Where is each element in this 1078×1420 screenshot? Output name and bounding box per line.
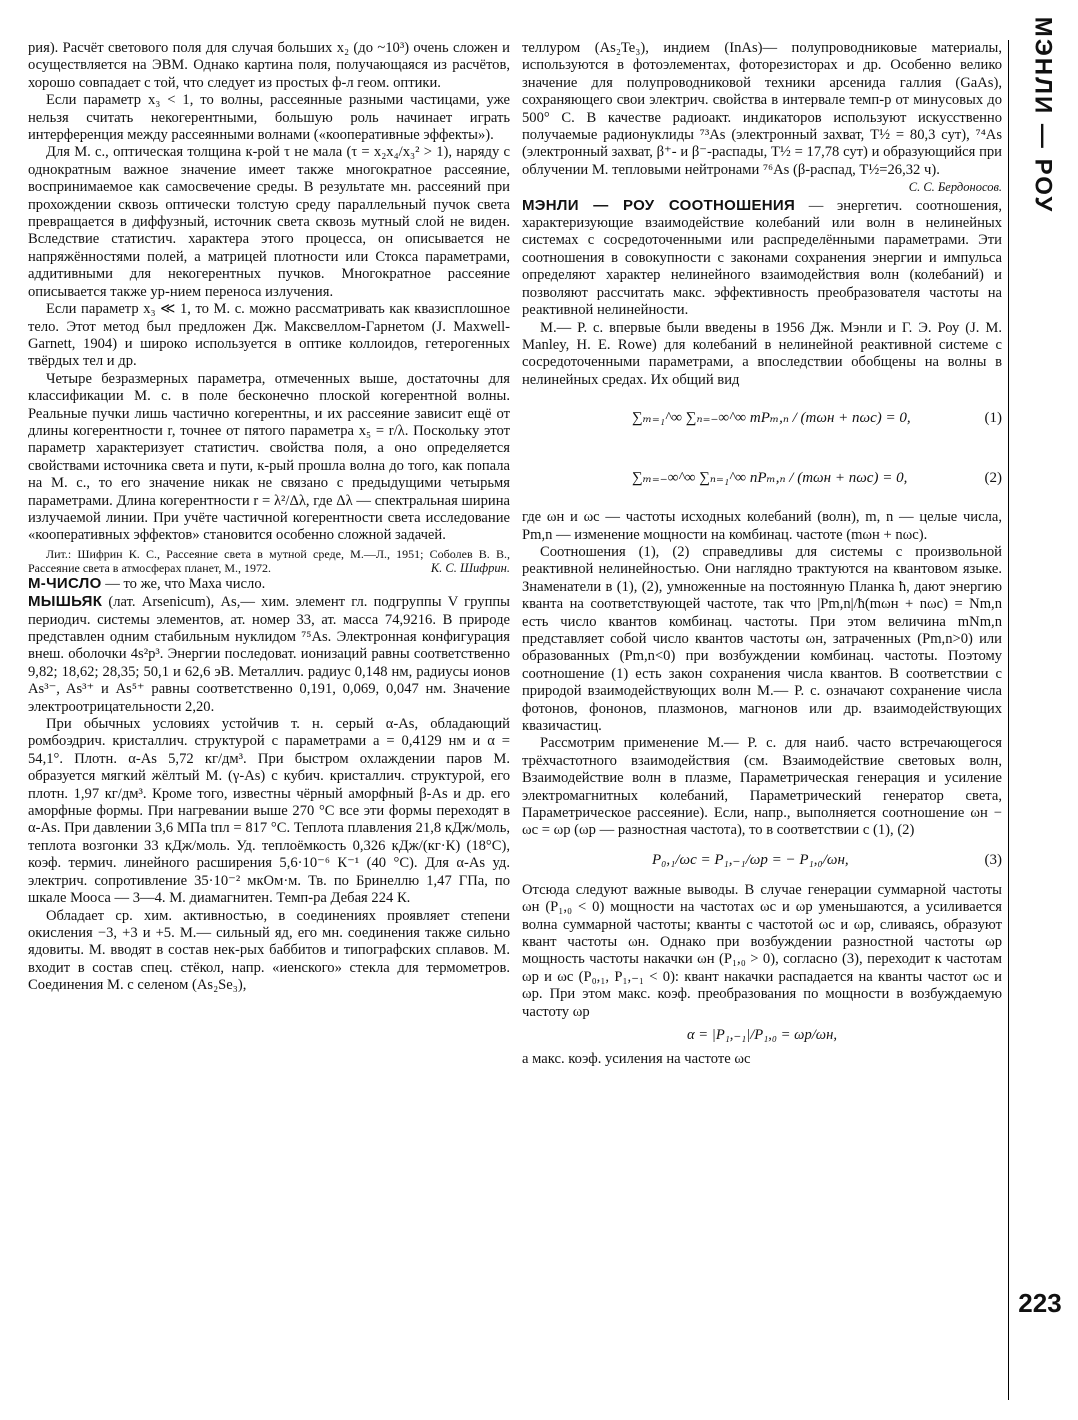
running-head-text: МЭНЛИ — РОУ xyxy=(1029,16,1057,214)
paragraph: Для М. с., оптическая толщина к-рой τ не мала (τ = x₂x₄/x₃² > 1), наряду с однократным важное значение имеет также многократное рассеяние, воспринимаемое как самосвечение среды. В результате мн. рассеяний при прохождении сквозь оптически толстую среду параллельный пучок света превращается в диффузный, источник света сквозь мутный слой не виден. Вследствие статистич. характера этого процесса, он описывается не напряжённостями полей, а матрицей плотности или Стокса параметрами, аддитивными для некогерентных пучков. Многократное рассеяние описывается также ур-нием переноса излучения. xyxy=(28,144,510,300)
page-number: 223 xyxy=(1018,1288,1062,1318)
paragraph: Если параметр x₃ < 1, то волны, рассеянные разными частицами, уже нельзя считать некогерентными, большую роль начинает играть интерференция между рассеянными волнами («кооперативные эффекты»). xyxy=(28,92,510,144)
equation-expression: ∑ₘ₌₁^∞ ∑ₙ₌₋∞^∞ mPₘ,ₙ / (mωн + nωc) = 0, xyxy=(632,410,911,427)
equation-number: (1) xyxy=(984,410,1002,427)
literature-reference xyxy=(28,547,510,575)
paragraph-text: теллуром (As₂Te₃), индием (InAs)— полупроводниковые материалы, используются в фотоэлементах, фоторезисторах и др. Особенно велико значение для полупроводниковой техники арсенида галлия (GaAs), сохраняющего свои электрич. свойства в интервале темп-р от минусовых до 500° С. В качестве радиоакт. индикаторов используют искусственно получаемые радионуклиды ⁷³As (электронный захват, T½ = 80,3 сут), ⁷⁴As (электронный захват, β⁺- и β⁻-распады, T½ = 17,78 сут) и образующийся при облучении М. тепловыми нейтронами ⁷⁶As (β-распад, T½=26,32 ч). xyxy=(522,40,1002,178)
literature-text: Лит.: Шифрин К. С., Рассеяние света в мутной среде, М.—Л., 1951; Соболев В. В., Рассеяние света в атмосферах планет, М., 1972. xyxy=(28,546,510,575)
equation-expression: P₀,₁/ωc = P₁,₋₁/ωp = − P₁,₀/ωн, xyxy=(652,852,849,869)
entry-arsenic xyxy=(28,593,510,716)
equation-1 xyxy=(522,389,1002,449)
paragraph: Отсюда следуют важные выводы. В случае генерации суммарной частоты ωн (P₁,₀ < 0) мощности на частотах ωc и ωp уменьшаются, а усиливается волна суммарной частоты; кванты с частотой ωc и ωp, сливаясь, образуют квант частоты ωн. Однако при возбуждении разностной частоты ωp мощность частоты накачки ωн (P₁,₀ > 0), согласно (3), переходит к частотам ωp и ωc (P₀,₁, P₁,₋₁ < 0): квант накачки распадается на кванты частот ωc и ωp. При этом макс. коэф. преобразования по мощности в возбуждаемую частоту ωp xyxy=(522,881,1002,1020)
entry-text: (лат. Arsenicum), As,— хим. элемент гл. подгруппы V группы периодич. системы элементов, ат. номер 33, ат. масса 74,9216. В природе представлен одним стабильным нуклидом ⁷⁵As. Электронная конфигурация внеш. оболочки 4s²p³. Энергии последоват. ионизаций равны соответственно 9,82; 18,62; 28,35; 50,1 и 62,6 эВ. Металлич. радиус 0,148 нм, радиусы ионов As³⁻, As³⁺ и As⁵⁺ равны соответственно 0,191, 0,069, 0,047 нм. Значение электроотрицательности 2,20. xyxy=(28,594,510,715)
article-author: К. С. Шифрин. xyxy=(430,560,510,575)
paragraph: Четыре безразмерных параметра, отмеченных выше, достаточны для классификации М. с. в поле бесконечно плоской когерентной волны. Реальные пучки лишь частично когерентны, и их рассеяние зависит ещё от длины когерентности r, точнее от пятого параметра x₅ = r/λ. Поскольку этот параметр характеризует статистич. свойства поля, а оно определяется свойствами источника света и пути, к-рый прошла волна до того, как попала на М. с., то его значение никак не связано с предыдущими четырьмя параметрами. Длина когерентности r = λ²/Δλ, где Δλ — спектральная ширина излучаемой линии. При учёте частичной когерентности света исследование «кооперативных эффектов» становится особенно сложной задачей. xyxy=(28,370,510,544)
equation-number: (2) xyxy=(984,470,1002,487)
paragraph xyxy=(522,40,1002,195)
equation-3 xyxy=(522,840,1002,882)
left-column xyxy=(28,40,510,995)
right-column xyxy=(522,40,1002,1068)
paragraph: М.— Р. с. впервые были введены в 1956 Дж. Мэнли и Г. Э. Роу (J. M. Manley, H. E. Rowe) для колебаний в нелинейной реактивной системе с сосредоточенными параметрами, а впоследствии обобщены на волны в нелинейных средах. Их общий вид xyxy=(522,319,1002,388)
paragraph: Рассмотрим применение М.— Р. с. для наиб. часто встречающегося трёхчастотного взаимодействия (см. Взаимодействие световых волн, Взаимодействие волн в плазме, Параметрическая генерация и усиление электромагнитных колебаний, Параметрический генератор света, Параметрическое рассеяние). Если, напр., выполняется соотношение ωн − ωc = ωp (ωp — разностная частота), то в соответствии с (1), (2) xyxy=(522,735,1002,839)
paragraph: рия). Расчёт светового поля для случая больших x₂ (до ~10³) очень сложен и осуществляется на ЭВМ. Однако картина поля, получающаяся из расчётов, хорошо совпадает с той, что следует из простых ф-л геом. оптики. xyxy=(28,40,510,91)
paragraph: где ωн и ωc — частоты исходных колебаний (волн), m, n — целые числа, Pm,n — изменение мощности на комбинац. частоте (mωн + nωc). xyxy=(522,509,1002,543)
paragraph: Если параметр x₃ ≪ 1, то М. с. можно рассматривать как квазисплошное тело. Этот метод был предложен Дж. Максвеллом-Гарнетом (J. Maxwell-Garnett, 1904) и широко используется в оптике коллоидов, гетерогенных твёрдых тел и др. xyxy=(28,301,510,370)
equation-number: (3) xyxy=(984,852,1002,869)
entry-m-chislo xyxy=(28,575,510,593)
equation-expression: ∑ₘ₌₋∞^∞ ∑ₙ₌₁^∞ nPₘ,ₙ / (mωн + nωc) = 0, xyxy=(632,470,908,487)
headword: МЫШЬЯК xyxy=(28,593,103,611)
running-head xyxy=(1020,16,1064,214)
paragraph: а макс. коэф. усиления на частоте ωc xyxy=(522,1050,751,1067)
equation-2 xyxy=(522,449,1002,509)
entry-manley-rowe xyxy=(522,197,1002,320)
paragraph: Соотношения (1), (2) справедливы для системы с произвольной реактивной нелинейностью. Они наглядно трактуются на квантовом языке. Знаменатели в (1), (2), умноженные на постоянную Планка ħ, дают энергию кванта на соответствующей частоте, так что |Pm,n|/ħ(mωн + nωc) = Nm,n есть число квантов комбинац. частоты. При этом величина mNm,n представляет собой число квантов частоты ωн, затраченных (Pm,n>0) или образованных (Pm,n<0) при возбуждении комбинац. частоты. Поэтому соотношение (1) есть закон сохранения числа квантов. В соответствии с природой взаимодействующих волн М.— Р. с. означают сохранение числа фотонов, фононов, плазмонов, магнонов или др. взаимодействующих квазичастиц. xyxy=(522,543,1002,734)
headword: МЭНЛИ — РОУ СООТНОШЕНИЯ xyxy=(522,196,796,214)
paragraph: При обычных условиях устойчив т. н. серый α-As, обладающий ромбоэдрич. кристаллич. структурой с параметрами a = 0,4129 нм и α = 54,1°. Плотн. α-As 5,72 кг/дм³. При быстром охлаждении паров М. образуется мягкий жёлтый М. (γ-As) с кубич. кристаллич. структурой, его плотн. 1,97 кг/дм³. Кроме того, известны чёрный аморфный β-As и др. его аморфные формы. При нагревании выше 270 °C все эти формы переходят в α-As. При давлении 3,6 МПа tпл = 817 °C. Теплота плавления 21,8 кДж/моль, теплота возгонки 33 кДж/моль. Уд. теплоёмкость 0,326 кДж/(кг·К) (18°C), коэф. термич. линейного расширения 5,6·10⁻⁶ К⁻¹ (40 °C). Для α-As уд. электрич. сопротивление 35·10⁻² мкОм·м. Тв. по Бринеллю 1,47 ГПа, по шкале Мооса — 3—4. М. диамагнитен. Темп-ра Дебая 224 К. xyxy=(28,716,510,907)
article-author: С. С. Бердоносов. xyxy=(908,180,1002,195)
equation-4: α = |P₁,₋₁|/P₁,₀ = ωp/ωн, xyxy=(687,1027,837,1044)
entry-text: — то же, что Маха число. xyxy=(105,575,266,592)
entry-text: — энергетич. соотношения, характеризующие взаимодействие колебаний или волн в нелинейных системах с сосредоточенными или распределёнными параметрами. Эти соотношения в совокупности с законами сохранения энергии и импульса определяют характер нелинейного взаимодействия волн (колебаний) и позволяют рассчитать макс. эффективность преобразователя частоты на реактивной нелинейности. xyxy=(522,197,1002,319)
headword: М-ЧИСЛО xyxy=(28,574,102,592)
paragraph: Обладает ср. хим. активностью, в соединениях проявляет степени окисления −3, +3 и +5. М.— сильный яд, его мн. соединения также сильно ядовиты. М. вводят в состав нек-рых баббитов и типографских сплавов. М. входит в состав спец. стёкол, напр. «иенского» стекла для термометров. Соединения М. с селеном (As₂Se₃), xyxy=(28,907,510,994)
margin-rule xyxy=(1008,40,1009,1400)
